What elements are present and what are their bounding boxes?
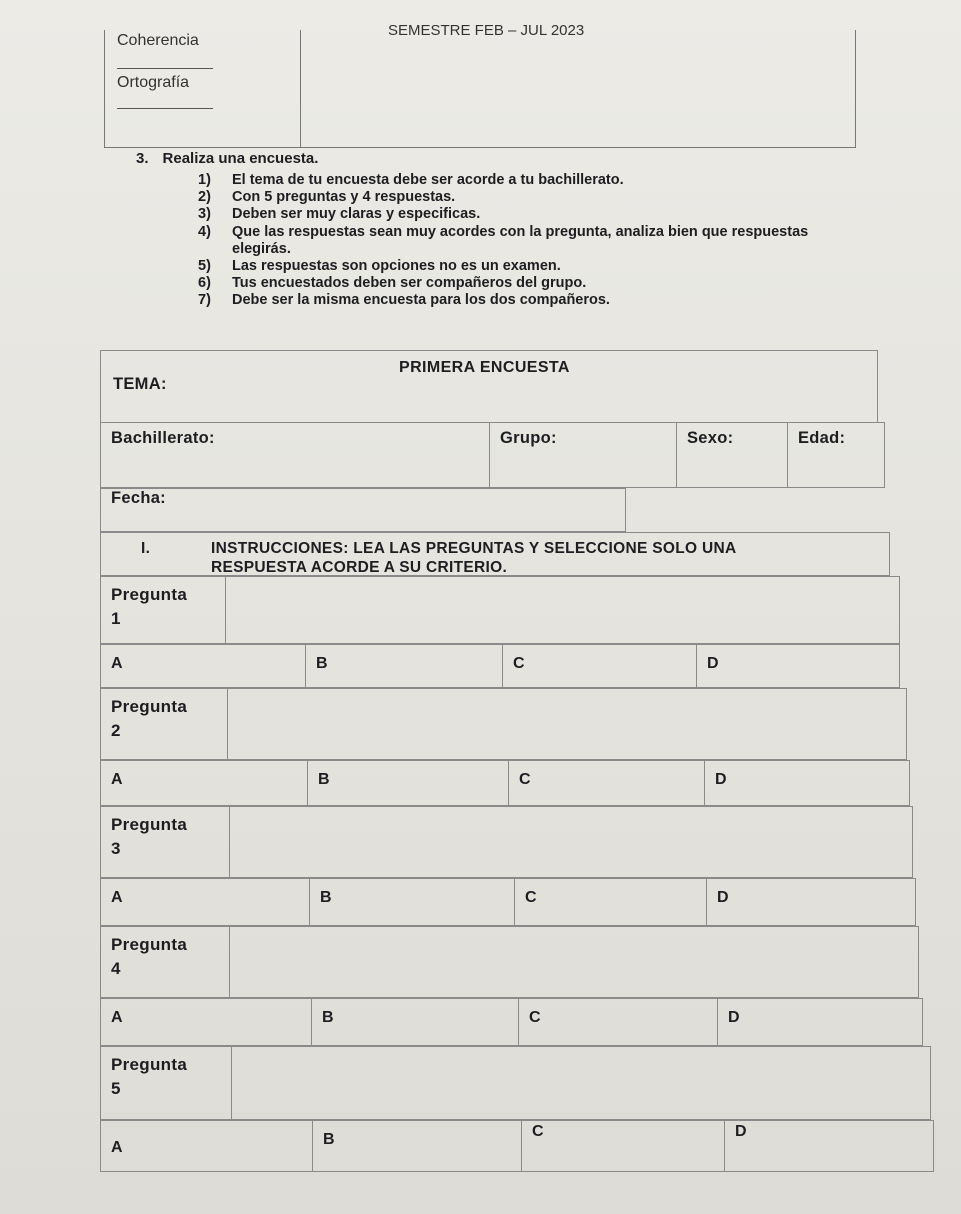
instruction-item: 6) Tus encuestados deben ser compañeros del grupo. [198,275,587,292]
option-c-3[interactable]: C [514,878,707,926]
tema-label: TEMA: [113,375,167,393]
section-text-line2: RESPUESTA ACORDE A SU CRITERIO. [211,559,508,576]
option-b-1[interactable]: B [305,644,503,688]
option-d-2[interactable]: D [704,760,910,806]
option-a-1[interactable]: A [100,644,306,688]
question-label-4: Pregunta 4 [100,926,230,998]
survey-tema-row [100,350,936,422]
grupo-label: Grupo: [500,429,557,447]
edad-label: Edad: [798,429,846,447]
sexo-field[interactable] [676,422,788,488]
section-text-line1: INSTRUCCIONES: LEA LAS PREGUNTAS Y SELECCIONE SOLO UNA [211,540,737,557]
task-number: 3. [136,150,149,167]
question-input-1[interactable] [225,576,900,644]
task-heading [136,150,318,167]
grupo-field[interactable] [489,422,677,488]
bachillerato-field[interactable] [100,422,490,488]
option-d-4[interactable]: D [717,998,923,1046]
survey-form [100,350,936,1172]
rubric-criterion-coherencia: Coherencia [117,32,199,49]
question-label-3: Pregunta 3 [100,806,230,878]
question-input-3[interactable] [229,806,913,878]
instruction-item: 3) Deben ser muy claras y especificas. [198,206,481,223]
option-b-5[interactable]: B [312,1120,522,1172]
option-a-2[interactable]: A [100,760,308,806]
option-d-1[interactable]: D [696,644,900,688]
options-row-4 [100,998,936,1046]
task-title: Realiza una encuesta. [162,150,319,167]
option-c-2[interactable]: C [508,760,705,806]
option-b-4[interactable]: B [311,998,519,1046]
question-row-1 [100,576,936,644]
question-row-4 [100,926,936,998]
option-a-5[interactable]: A [100,1120,313,1172]
bachillerato-label: Bachillerato: [111,429,215,447]
options-row-3 [100,878,936,926]
option-b-3[interactable]: B [309,878,515,926]
fecha-field[interactable] [100,488,626,532]
question-input-2[interactable] [227,688,907,760]
option-a-3[interactable]: A [100,878,310,926]
tema-field[interactable] [100,350,878,422]
sexo-label: Sexo: [687,429,734,447]
options-row-1 [100,644,936,688]
instruction-item: 1) El tema de tu encuesta debe ser acorde a tu bachillerato. [198,172,624,188]
question-row-2 [100,688,936,760]
semester-label: SEMESTRE FEB – JUL 2023 [388,22,585,39]
rubric-criterion-ortografia: Ortografía [117,74,190,91]
fecha-label: Fecha: [111,489,166,507]
section-instructions-row [100,532,936,576]
survey-info-row [100,422,936,488]
option-c-5[interactable]: C [521,1120,725,1172]
option-d-5[interactable]: D [724,1120,934,1172]
rubric-score-line [117,68,213,69]
option-a-4[interactable]: A [100,998,312,1046]
option-c-4[interactable]: C [518,998,718,1046]
question-row-3 [100,806,936,878]
survey-title: PRIMERA ENCUESTA [399,359,570,376]
option-c-1[interactable]: C [502,644,697,688]
instruction-item: 2) Con 5 preguntas y 4 respuestas. [198,189,456,206]
rubric-criteria-column [105,30,301,147]
question-input-5[interactable] [231,1046,931,1120]
instruction-item: 7) Debe ser la misma encuesta para los dos compañeros. [198,292,610,309]
question-row-5 [100,1046,936,1120]
section-instructions [100,532,890,576]
rubric-score-line [117,108,213,109]
instruction-item: 5) Las respuestas son opciones no es un examen. [198,258,561,275]
edad-field[interactable] [787,422,885,488]
instruction-item: 4) Que las respuestas sean muy acordes con la pregunta, analiza bien que respuestas elegirás. [198,223,809,257]
question-label-2: Pregunta 2 [100,688,228,760]
survey-fecha-row [100,488,936,532]
options-row-5 [100,1120,936,1172]
question-label-1: Pregunta 1 [100,576,226,644]
task-instructions-list [198,172,848,310]
option-d-3[interactable]: D [706,878,916,926]
question-input-4[interactable] [229,926,919,998]
options-row-2 [100,760,936,806]
option-b-2[interactable]: B [307,760,509,806]
question-label-5: Pregunta 5 [100,1046,232,1120]
section-number: I. [141,540,151,557]
rubric-box [104,30,856,148]
